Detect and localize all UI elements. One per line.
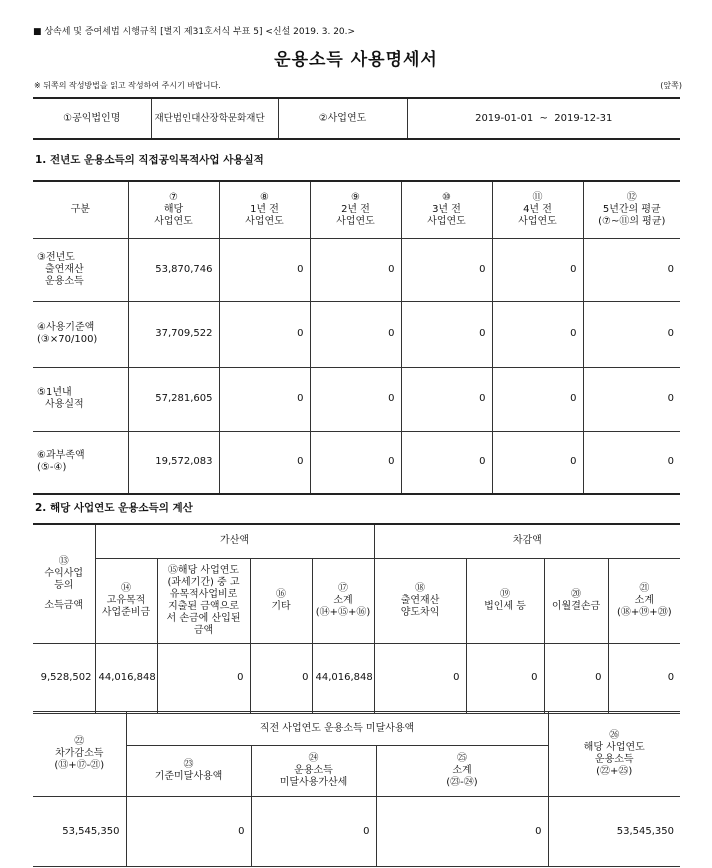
- col22-num: ㉒: [74, 736, 85, 747]
- value-cell: 0: [492, 431, 583, 494]
- col23-text: 기준미달사용액: [154, 771, 223, 782]
- table-row: [33, 301, 680, 367]
- row-label-line: (③×70/100): [37, 334, 98, 345]
- row-label-line: 출연재산: [45, 263, 84, 275]
- row-label: [33, 238, 128, 301]
- value-cell: 0: [583, 431, 680, 494]
- row-label-line: ④사용기준액: [37, 322, 95, 333]
- value-cell: 0: [401, 238, 492, 301]
- table-row: [33, 797, 680, 867]
- col24-text: 운용소득 미달사용가산세: [279, 765, 348, 788]
- col21-num: ㉑: [639, 582, 650, 594]
- column-header-text: 1년 전 사업연도: [245, 203, 284, 227]
- column-header-num: ⑪: [532, 191, 543, 203]
- value-cell: 0: [374, 643, 466, 713]
- col19-text: 법인세 등: [484, 600, 526, 612]
- business-year-value: 2019-01-01 ~ 2019-12-31: [407, 98, 680, 139]
- instruction-note: ※ 뒤쪽의 작성방법을 읽고 작성하여 주시기 바랍니다.: [34, 81, 221, 90]
- value-cell: 19,572,083: [128, 431, 219, 494]
- unused-group-header: 직전 사업연도 운용소득 미달사용액: [126, 712, 548, 746]
- column-header: [492, 181, 583, 238]
- corp-name-value: 재단법인대산장학문화재단: [151, 98, 278, 139]
- col20-text: 이월결손금: [551, 600, 601, 612]
- value-cell: 0: [157, 643, 250, 713]
- section2-title: 2. 해당 사업연도 운용소득의 계산: [35, 502, 193, 514]
- row-label: [33, 301, 128, 367]
- col20-num: ⑳: [571, 588, 582, 600]
- value-cell: 0: [250, 643, 312, 713]
- col13-header: [33, 524, 95, 643]
- value-cell: 0: [376, 797, 548, 867]
- col19-num: ⑲: [500, 588, 511, 600]
- page-side-label: (앞쪽): [660, 81, 682, 90]
- column-header: [219, 181, 310, 238]
- column-header-text: 5년간의 평균 (⑦~⑪의 평균): [598, 203, 666, 227]
- column-header: [310, 181, 401, 238]
- page-title: 운용소득 사용명세서: [274, 50, 438, 70]
- value-cell: 0: [219, 238, 310, 301]
- subtract-group-header: 차감액: [374, 524, 680, 558]
- value-cell: 44,016,848: [312, 643, 374, 713]
- row-label-line: ⑤1년내: [37, 387, 72, 398]
- column-header-text: 3년 전 사업연도: [427, 203, 466, 227]
- column-header-num: ⑫: [626, 191, 637, 203]
- column-header: [33, 181, 128, 238]
- row-label-line: 운용소득: [45, 275, 84, 287]
- table-header-row: [33, 181, 680, 238]
- column-header-num: ⑩: [442, 191, 451, 203]
- usage-results-table: [33, 180, 680, 495]
- value-cell: 53,545,350: [548, 797, 680, 867]
- col22-text: 차가감소득 (⑬+⑰-㉑): [54, 748, 105, 771]
- col21-text: 소계 (⑱+⑲+⑳): [617, 594, 672, 618]
- column-header-num: ⑧: [260, 191, 269, 203]
- column-header-text: 구분: [70, 203, 90, 215]
- col25-text: 소계 (㉓-㉔): [446, 765, 478, 788]
- col14-text: 고유목적 사업준비금: [101, 594, 151, 618]
- column-header: [128, 181, 219, 238]
- col15-header: ⑮해당 사업연도 (과세기간) 중 고 유목적사업비로 지출된 금액으로 서 손금에 산입된 금액: [157, 558, 250, 643]
- col25-header: [376, 746, 548, 797]
- add-group-header: 가산액: [95, 524, 374, 558]
- row-label: [33, 367, 128, 431]
- value-cell: 0: [466, 643, 544, 713]
- net-income-table: [33, 711, 680, 867]
- column-header: [583, 181, 680, 238]
- col13-line3: 소득금액: [44, 599, 84, 611]
- value-cell: 0: [401, 431, 492, 494]
- col22-header: [33, 712, 126, 797]
- col13-line1: 수익사업: [44, 567, 84, 579]
- col13-line2: 등의: [54, 579, 74, 591]
- row-label: [33, 431, 128, 494]
- col16-text: 기타: [271, 600, 291, 612]
- value-cell: 0: [608, 643, 680, 713]
- table-row: [33, 238, 680, 301]
- value-cell: 0: [401, 367, 492, 431]
- corp-name-label: ①공익법인명: [33, 98, 151, 139]
- value-cell: 53,545,350: [33, 797, 126, 867]
- col23-header: [126, 746, 251, 797]
- law-reference: ■ 상속세 및 증여세법 시행규칙 [별지 제31호서식 부표 5] <신설 2019. 3. 20.>: [33, 27, 356, 37]
- col25-num: ㉕: [457, 753, 467, 764]
- col21-header: [608, 558, 680, 643]
- col14-num: ⑭: [121, 582, 131, 594]
- value-cell: 0: [219, 367, 310, 431]
- value-cell: 0: [544, 643, 608, 713]
- value-cell: 0: [310, 431, 401, 494]
- value-cell: 0: [492, 238, 583, 301]
- col20-header: [544, 558, 608, 643]
- value-cell: 0: [492, 367, 583, 431]
- table-row: [33, 431, 680, 494]
- col17-num: ⑰: [338, 582, 349, 594]
- value-cell: 0: [310, 367, 401, 431]
- col18-text: 출연재산 양도차익: [400, 594, 440, 618]
- col23-num: ㉓: [183, 759, 194, 770]
- section1-title: 1. 전년도 운용소득의 직접공익목적사업 사용실적: [35, 154, 264, 166]
- col26-num: ㉖: [609, 730, 620, 741]
- value-cell: 0: [583, 238, 680, 301]
- col19-header: [466, 558, 544, 643]
- col17-text: 소계 (⑭+⑮+⑯): [315, 594, 371, 618]
- column-header-text: 해당 사업연도: [154, 203, 193, 227]
- value-cell: 9,528,502: [33, 643, 95, 713]
- business-year-label: ②사업연도: [278, 98, 407, 139]
- col24-header: [251, 746, 376, 797]
- value-cell: 37,709,522: [128, 301, 219, 367]
- row-label-line: ⑥과부족액: [37, 450, 85, 462]
- value-cell: 0: [401, 301, 492, 367]
- value-cell: 0: [219, 431, 310, 494]
- column-header: [401, 181, 492, 238]
- column-header-text: 2년 전 사업연도: [336, 203, 375, 227]
- value-cell: 0: [310, 238, 401, 301]
- value-cell: 0: [310, 301, 401, 367]
- row-label-line: (⑤-④): [37, 462, 67, 474]
- value-cell: 53,870,746: [128, 238, 219, 301]
- value-cell: 0: [583, 301, 680, 367]
- column-header-text: 4년 전 사업연도: [518, 203, 557, 227]
- value-cell: 0: [492, 301, 583, 367]
- value-cell: 0: [251, 797, 376, 867]
- col18-header: [374, 558, 466, 643]
- col18-num: ⑱: [415, 582, 426, 594]
- col13-num: ⑬: [58, 555, 69, 567]
- col24-num: ㉔: [308, 753, 319, 764]
- col17-header: [312, 558, 374, 643]
- col26-header: [548, 712, 680, 797]
- value-cell: 0: [219, 301, 310, 367]
- col16-header: [250, 558, 312, 643]
- value-cell: 57,281,605: [128, 367, 219, 431]
- value-cell: 0: [583, 367, 680, 431]
- row-label-line: 사용실적: [45, 399, 84, 410]
- col16-num: ⑯: [276, 588, 286, 600]
- value-cell: 0: [126, 797, 251, 867]
- col14-header: [95, 558, 157, 643]
- row-label-line: ③전년도: [37, 251, 75, 263]
- income-calc-table: [33, 523, 680, 714]
- table-row: [33, 367, 680, 431]
- table-row: [33, 643, 680, 713]
- info-table: [33, 97, 680, 140]
- column-header-num: ⑨: [351, 191, 360, 203]
- value-cell: 44,016,848: [95, 643, 157, 713]
- col26-text: 해당 사업연도 운용소득 (㉒+㉕): [583, 742, 645, 777]
- column-header-num: ⑦: [169, 191, 178, 203]
